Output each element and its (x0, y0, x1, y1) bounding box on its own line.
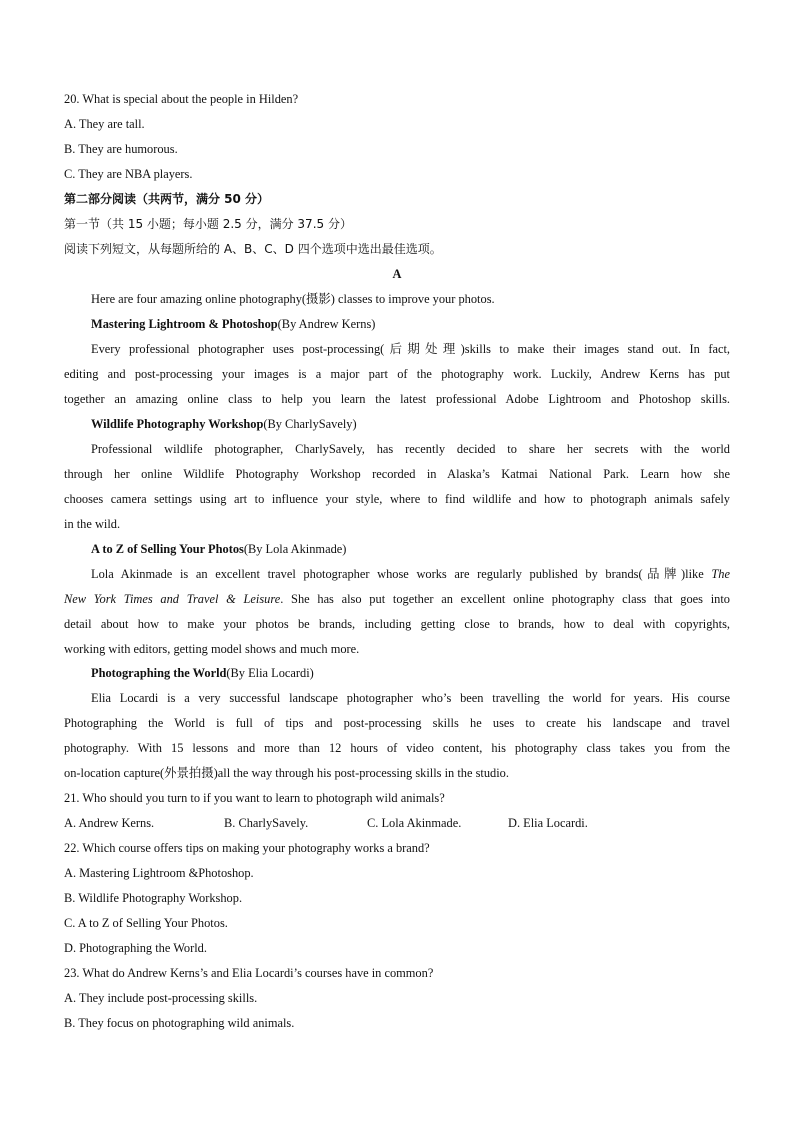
course-text-line: Professional wildlife photographer, CharlySavely, has recently decided to share her secrets with the world (91, 442, 730, 456)
q22-option-a: A. Mastering Lightroom &Photoshop. (64, 866, 254, 880)
q21-option-b: B. CharlySavely. (224, 816, 309, 830)
course-text-line: together an amazing online class to help you learn the latest professional Adobe Lightroom and Photoshop skills. (64, 392, 730, 406)
course-text-line: in the wild. (64, 517, 121, 531)
course-title: Photographing the World (91, 666, 227, 680)
course-title: A to Z of Selling Your Photos (91, 542, 244, 556)
course-text-line: Every professional photographer uses post-processing(后期处理)skills to make their images stand out. In fact, (91, 342, 730, 356)
course-text-line: Elia Locardi is a very successful landscape photographer who’s been travelling the world for years. His course (91, 691, 730, 705)
q21-option-a: A. Andrew Kerns. (64, 816, 155, 830)
course-author: (By Elia Locardi) (226, 666, 314, 680)
course-text-line: on-location capture(外景拍摄)all the way through his post-processing skills in the studio. (64, 766, 509, 780)
publication-name: The (711, 567, 730, 581)
course-heading (91, 415, 357, 433)
q23-option-b: B. They focus on photographing wild animals. (64, 1016, 295, 1030)
q23-question: 23. What do Andrew Kerns’s and Elia Locardi’s courses have in common? (64, 966, 434, 980)
q22-option-c: C. A to Z of Selling Your Photos. (64, 916, 228, 930)
course-text-line: chooses camera settings using art to influence your style, where to find wildlife and how to photograph animals safely (64, 492, 730, 506)
course-text-line: detail about how to make your photos be brands, including getting close to brands, how to deal with copyrights, (64, 617, 730, 631)
q22-option-b: B. Wildlife Photography Workshop. (64, 891, 243, 905)
course-heading (91, 664, 314, 682)
course-title: Wildlife Photography Workshop (91, 417, 264, 431)
q22-question: 22. Which course offers tips on making your photography works a brand? (64, 841, 430, 855)
course-text-line: through her online Wildlife Photography Workshop recorded in Alaska’s Katmai National Park. Learn how she (64, 467, 730, 481)
course-text-segment: Lola Akinmade is an excellent travel photographer whose works are regularly published by brands(品牌)like (91, 567, 712, 581)
section-subheading: 第一节（共 15 小题；每小题 2.5 分，满分 37.5 分） (64, 217, 352, 231)
q22-option-d: D. Photographing the World. (64, 941, 207, 955)
q20-option-b: B. They are humorous. (64, 142, 178, 156)
course-author: (By Andrew Kerns) (277, 317, 376, 331)
q20-option-a: A. They are tall. (64, 117, 145, 131)
course-title: Mastering Lightroom & Photoshop (91, 317, 278, 331)
q21-question: 21. Who should you turn to if you want to learn to photograph wild animals? (64, 791, 445, 805)
passage-intro: Here are four amazing online photography(摄影) classes to improve your photos. (91, 292, 495, 306)
course-heading (91, 315, 375, 333)
course-author: (By Lola Akinmade) (243, 542, 347, 556)
q21-option-d: D. Elia Locardi. (508, 816, 588, 830)
section-instruction: 阅读下列短文，从每题所给的 A、B、C、D 四个选项中选出最佳选项。 (64, 242, 442, 256)
course-text-line: Photographing the World is full of tips and post-processing skills he uses to create his landscape and travel (64, 716, 730, 730)
course-text-segment: . She has also put together an excellent online photography class that goes into (280, 592, 730, 606)
publication-name: New York Times and Travel & Leisure (64, 592, 281, 606)
course-text-line (91, 565, 730, 583)
q20-question: 20. What is special about the people in Hilden? (64, 92, 299, 106)
course-author: (By CharlySavely) (263, 417, 357, 431)
section-heading: 第二部分阅读（共两节，满分 50 分） (64, 192, 270, 206)
q20-option-c: C. They are NBA players. (64, 167, 193, 181)
passage-label: A (392, 267, 402, 281)
course-text-line: editing and post-processing your images is a major part of the photography work. Luckily, Andrew Kerns has put (64, 367, 730, 381)
course-heading (91, 540, 346, 558)
course-text-line: photography. With 15 lessons and more than 12 hours of video content, his photography class takes you from the (64, 741, 730, 755)
course-text-line (64, 590, 730, 608)
q21-option-c: C. Lola Akinmade. (367, 816, 462, 830)
course-text-line: working with editors, getting model shows and much more. (64, 642, 360, 656)
q23-option-a: A. They include post-processing skills. (64, 991, 258, 1005)
